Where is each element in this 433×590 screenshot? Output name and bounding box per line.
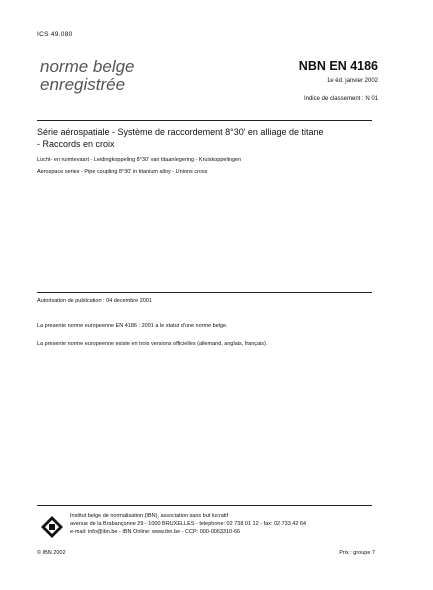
edition-date: 1e éd. janvier 2002: [326, 78, 378, 84]
footer-divider: [37, 505, 372, 506]
price-group: Prix : groupe 7: [339, 550, 375, 556]
institute-name: Institut belge de normalisation (IBN), association sans but lucratif: [70, 513, 229, 519]
title-fr-line-2: - Raccords en croix: [37, 139, 115, 149]
standard-number: NBN EN 4186: [298, 59, 378, 73]
title-en: Aerospace series - Pipe coupling 8°30' in titanium alloy - Unions cross: [37, 169, 208, 175]
classification-index: Indice de classement : N 01: [303, 96, 378, 102]
title-nl: Lucht- en ruimtevaart - Leidingkoppeling 8°30' van titaanlegering - Kruiskoppelingen: [37, 157, 242, 163]
title-fr-line-1: Série aérospatiale - Système de raccordement 8°30' en alliage de titane: [37, 127, 324, 137]
publication-authorization: Autorisation de publication : 04 decembre 2001: [37, 298, 152, 304]
middle-divider: [37, 292, 372, 293]
copyright: © IBN 2002: [37, 550, 66, 556]
brand-line-1: norme belge: [40, 57, 135, 76]
versions-statement: La presente norme europeenne existe en trois versions officielles (allemand, anglais, français).: [37, 341, 268, 347]
status-statement: La presente norme europeenne EN 4186 : 2001 a le statut d'une norme belge.: [37, 323, 228, 329]
brand-line-2: enregistrée: [40, 75, 126, 94]
institute-contact: e-mail: info@ibn.be - IBN Online: www.ibn.be - CCP: 000-0063310-66: [70, 529, 241, 535]
ibn-logo-icon: [40, 515, 64, 539]
institute-address: avenue de la Brabançonne 29 - 1000 BRUXELLES - telephone: 02 738 01 12 - fax: 02 733 42 64: [70, 521, 307, 527]
top-divider: [37, 120, 372, 121]
ics-code: ICS 49.080: [37, 31, 73, 38]
